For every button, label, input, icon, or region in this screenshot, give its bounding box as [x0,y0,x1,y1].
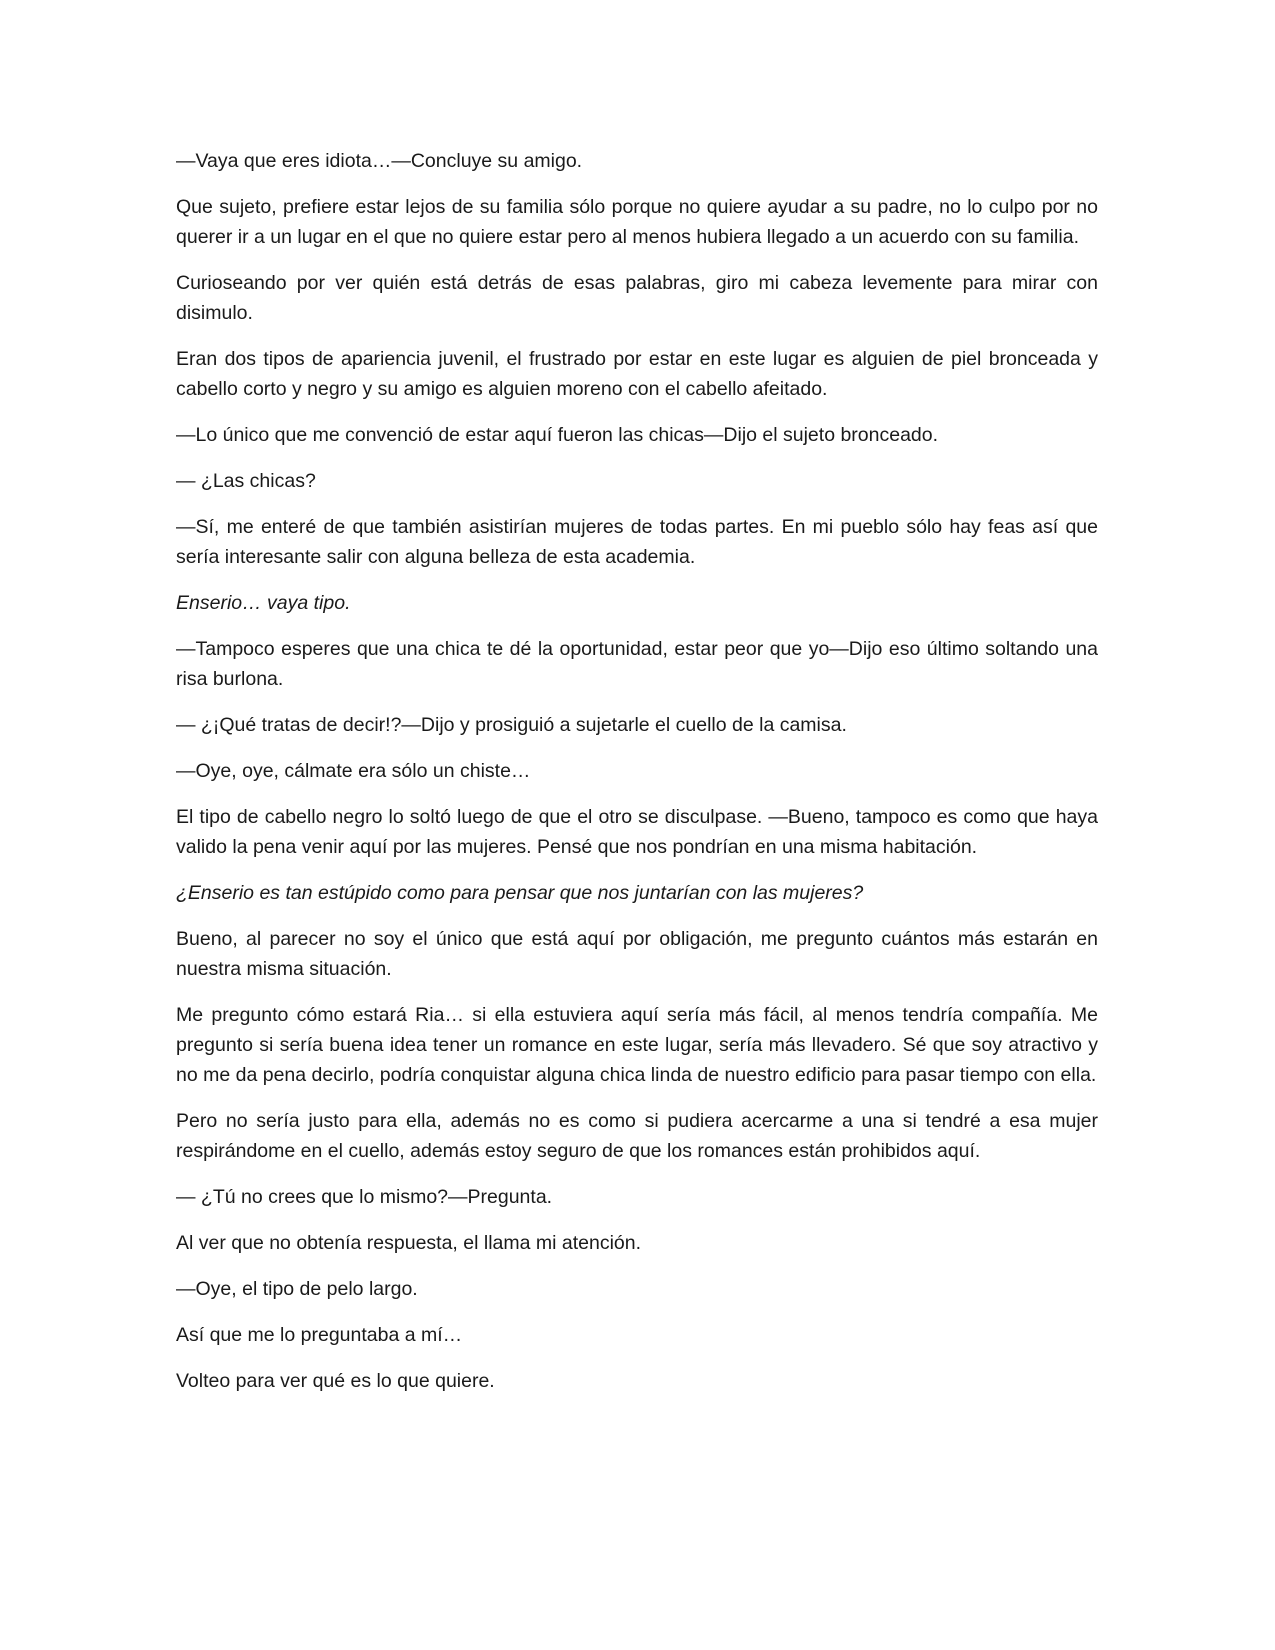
paragraph: El tipo de cabello negro lo soltó luego de que el otro se disculpase. —Bueno, tampoco es como que haya valido la pena venir aquí por las mujeres. Pensé que nos pondrían en una misma habitación. [176,806,1098,858]
paragraph: —Oye, el tipo de pelo largo. [176,1278,418,1300]
paragraph: Que sujeto, prefiere estar lejos de su familia sólo porque no quiere ayudar a su padre, no lo culpo por no querer ir a un lugar en el que no quiere estar pero al menos hubiera llegado a un acuerdo con su familia. [176,196,1098,248]
paragraph: Al ver que no obtenía respuesta, el llama mi atención. [176,1232,642,1254]
paragraph: Curioseando por ver quién está detrás de esas palabras, giro mi cabeza levemente para mirar con disimulo. [176,272,1098,324]
paragraph: Así que me lo preguntaba a mí… [176,1324,463,1346]
paragraph: — ¿Tú no crees que lo mismo?—Pregunta. [176,1186,553,1208]
italic-thought-paragraph: Enserio… vaya tipo. [176,592,351,614]
paragraph: — ¿¡Qué tratas de decir!?—Dijo y prosiguió a sujetarle el cuello de la camisa. [176,714,847,736]
paragraph: —Oye, oye, cálmate era sólo un chiste… [176,760,531,782]
paragraph: —Lo único que me convenció de estar aquí fueron las chicas—Dijo el sujeto bronceado. [176,424,939,446]
paragraph: Bueno, al parecer no soy el único que está aquí por obligación, me pregunto cuántos más estarán en nuestra misma situación. [176,928,1098,980]
paragraph: Volteo para ver qué es lo que quiere. [176,1370,495,1392]
paragraph: Me pregunto cómo estará Ria… si ella estuviera aquí sería más fácil, al menos tendría compañía. Me pregunto si sería buena idea tener un romance en este lugar, sería más llevadero. Sé que soy atractivo y no me da pena decirlo, podría conquistar alguna chica linda de nuestro edificio para pasar tiempo con ella. [176,1004,1098,1086]
document-page [176,146,1098,1412]
paragraph: —Vaya que eres idiota…—Concluye su amigo. [176,150,583,172]
paragraph: — ¿Las chicas? [176,470,316,492]
paragraph: —Tampoco esperes que una chica te dé la oportunidad, estar peor que yo—Dijo eso último soltando una risa burlona. [176,638,1098,690]
paragraph: Eran dos tipos de apariencia juvenil, el frustrado por estar en este lugar es alguien de piel bronceada y cabello corto y negro y su amigo es alguien moreno con el cabello afeitado. [176,348,1098,400]
paragraph: —Sí, me enteré de que también asistirían mujeres de todas partes. En mi pueblo sólo hay feas así que sería interesante salir con alguna belleza de esta academia. [176,516,1098,568]
paragraph: Pero no sería justo para ella, además no es como si pudiera acercarme a una si tendré a esa mujer respirándome en el cuello, además estoy seguro de que los romances están prohibidos aquí. [176,1110,1098,1162]
italic-thought-paragraph: ¿Enserio es tan estúpido como para pensar que nos juntarían con las mujeres? [176,882,864,904]
